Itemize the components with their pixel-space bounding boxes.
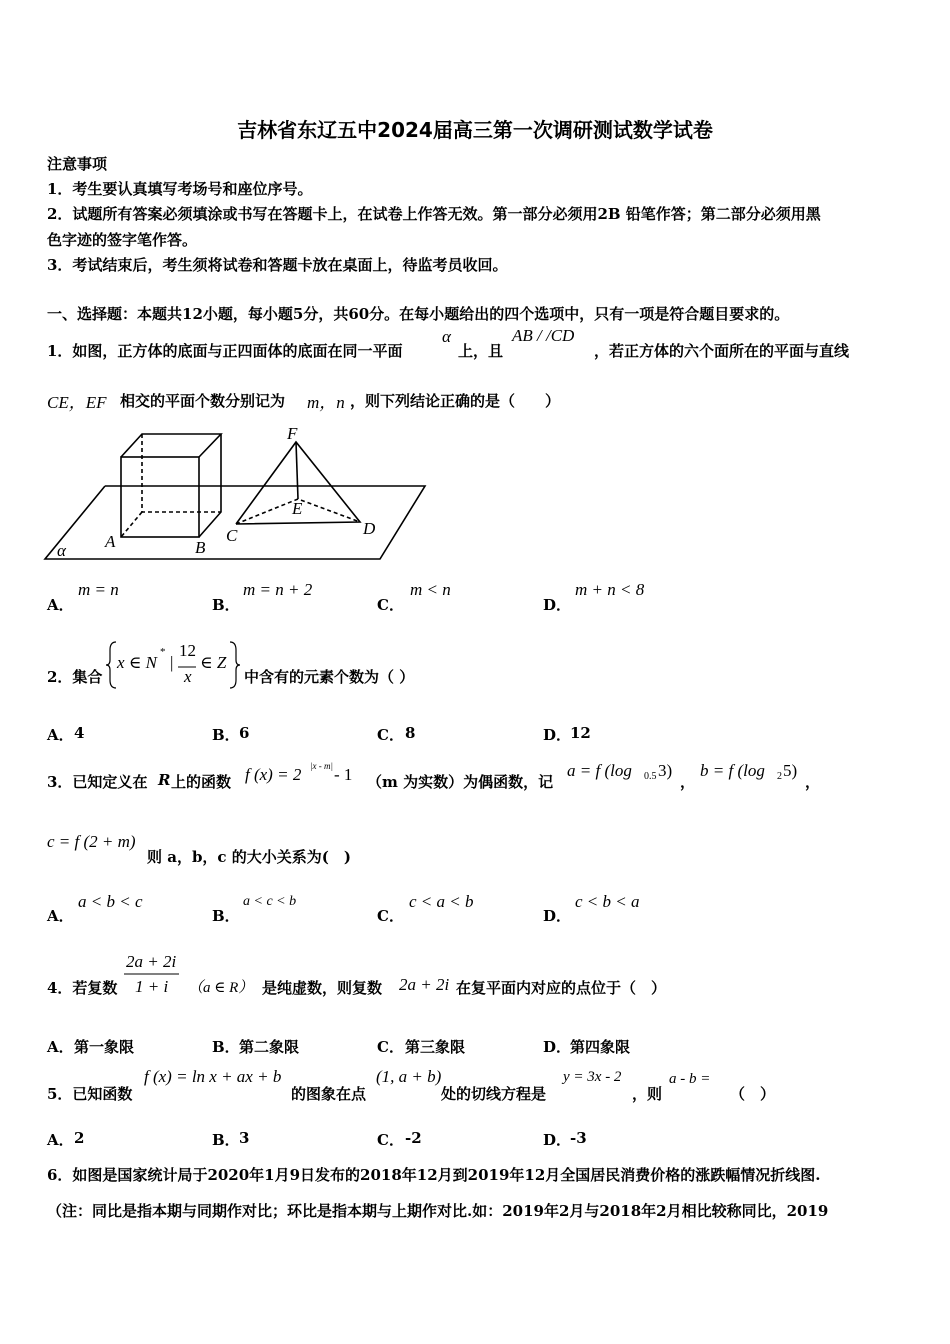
q4-text: 在复平面内对应的点位于（ ） <box>456 979 667 997</box>
q2-frac-den: x <box>184 667 192 686</box>
notice-item: 3．考试结束后，考生须将试卷和答题卡放在桌面上，待监考员收回。 <box>47 256 508 274</box>
q2-text: 2．集合 <box>47 668 103 686</box>
q3-text: （m 为实数）为偶函数，记 <box>367 773 554 791</box>
option-label: C． <box>377 726 404 744</box>
option-expr: c < b < a <box>575 892 640 911</box>
q3-b-sub: 2 <box>777 771 782 782</box>
option-expr: 2 <box>74 1129 85 1147</box>
label-B: B <box>195 538 206 557</box>
q3-func-exp: |x - m| <box>310 761 333 771</box>
label-C: C <box>226 526 238 545</box>
q2-frac-num: 12 <box>179 641 196 660</box>
label-A: A <box>105 532 116 551</box>
q3-text: 则 a，b，c 的大小关系为( ) <box>147 848 351 866</box>
q3-text: 3．已知定义在 <box>47 773 148 791</box>
q4-cond: （a ∈ R） <box>188 980 254 996</box>
option-label: A． <box>47 726 74 744</box>
option-expr: m = n + 2 <box>243 580 313 599</box>
q2-text: 中含有的元素个数为（ ） <box>244 668 415 686</box>
option-label: A． <box>47 1038 74 1056</box>
option-label: D． <box>543 907 572 925</box>
option-expr: 第二象限 <box>239 1038 300 1056</box>
q3-func: f (x) = 2 <box>245 765 302 784</box>
option-expr: -2 <box>405 1129 422 1147</box>
option-expr: a < c < b <box>243 894 297 909</box>
brace-right <box>230 642 240 688</box>
option-expr: 4 <box>74 724 85 742</box>
cube-hidden <box>121 512 142 537</box>
page-title: 吉林省东辽五中2024届高三第一次调研测试数学试卷 <box>237 118 713 142</box>
q3-R: R <box>158 771 171 789</box>
q5-text: （ ） <box>730 1085 776 1103</box>
q4-text: 4．若复数 <box>47 979 118 997</box>
q1-figure <box>40 420 440 565</box>
option-expr: c < a < b <box>409 892 474 911</box>
option-label: A． <box>47 907 74 925</box>
option-label: B． <box>212 907 240 925</box>
option-label: C． <box>377 596 404 614</box>
q1-text: 相交的平面个数分别记为 <box>120 392 286 410</box>
option-label: D． <box>543 1038 572 1056</box>
q4-frac-bar <box>124 973 180 976</box>
q5-func: f (x) = ln x + ax + b <box>144 1067 282 1086</box>
brace-left <box>106 642 116 688</box>
q1-text: ，则下列结论正确的是（ ） <box>350 392 561 410</box>
notice-item: 色字迹的签字笔作答。 <box>47 231 198 249</box>
q1-text: 上，且 <box>458 342 504 360</box>
option-expr: m = n <box>78 580 119 599</box>
q3-func-tail: - 1 <box>334 765 353 784</box>
notice-heading: 注意事项 <box>47 155 108 173</box>
q5-text: 的图象在点 <box>291 1085 367 1103</box>
section-heading: 一、选择题：本题共12小题，每小题5分，共60分。在每小题给出的四个选项中，只有一项是符合题目要求的。 <box>47 305 790 323</box>
q1-ab-cd: AB / /CD <box>512 326 575 345</box>
label-alpha: α <box>57 541 66 560</box>
option-label: C． <box>377 1038 404 1056</box>
q3-b-tail: 5) <box>783 761 798 780</box>
option-label: D． <box>543 726 572 744</box>
q1-text: ，若正方体的六个面所在的平面与直线 <box>594 342 850 360</box>
label-E: E <box>292 499 303 518</box>
option-expr: m + n < 8 <box>575 580 645 599</box>
option-label: A． <box>47 1131 74 1149</box>
q4-frac-num: 2a + 2i <box>126 952 177 971</box>
option-label: B． <box>212 596 240 614</box>
option-expr: 6 <box>239 724 250 742</box>
cube-top <box>121 434 221 457</box>
label-F: F <box>287 424 298 443</box>
tetra-edge-fe <box>296 442 298 499</box>
option-expr: 第四象限 <box>570 1038 631 1056</box>
notice-item: 2．试题所有答案必须填涂或书写在答题卡上，在试卷上作答无效。第一部分必须用2B 铅笔作答；第二部分必须用黑 <box>47 205 821 223</box>
option-label: D． <box>543 1131 572 1149</box>
option-expr: m < n <box>410 580 451 599</box>
q5-point: (1, a + b) <box>376 1067 442 1086</box>
q3-text: 上的函数 <box>171 773 232 791</box>
option-expr: -3 <box>570 1129 587 1147</box>
option-label: B． <box>212 1131 240 1149</box>
label-D: D <box>363 519 376 538</box>
q1-text: 1．如图，正方体的底面与正四面体的底面在同一平面 <box>47 342 403 360</box>
q5-text: 处的切线方程是 <box>441 1085 547 1103</box>
q3-a-tail: 3) <box>658 761 673 780</box>
q5-text: 5．已知函数 <box>47 1085 133 1103</box>
option-expr: 第三象限 <box>405 1038 466 1056</box>
option-label: B． <box>212 1038 240 1056</box>
option-label: D． <box>543 596 572 614</box>
q4-text: 是纯虚数，则复数 <box>262 979 383 997</box>
option-label: B． <box>212 726 240 744</box>
q1-mn: m，n <box>307 393 345 412</box>
option-expr: a < b < c <box>78 892 143 911</box>
q5-ab: a - b = <box>669 1071 711 1087</box>
q5-tangent: y = 3x - 2 <box>563 1069 622 1085</box>
q4-z: 2a + 2i <box>399 975 450 994</box>
q3-c-expr: c = f (2 + m) <box>47 832 136 851</box>
notice-item: 1．考生要认真填写考场号和座位序号。 <box>47 180 313 198</box>
option-expr: 第一象限 <box>74 1038 135 1056</box>
q1-ce-ef: CE，EF <box>47 393 107 412</box>
q2-bar: | <box>170 653 174 672</box>
q3-b-expr: b = f (log <box>700 761 765 780</box>
q3-a-expr: a = f (log <box>567 761 632 780</box>
q2-sup: * <box>160 646 166 658</box>
option-label: C． <box>377 1131 404 1149</box>
option-label: C． <box>377 907 404 925</box>
q3-comma: ， <box>805 773 821 791</box>
q6-text: 6．如图是国家统计局于2020年1月9日发布的2018年12月到2019年12月全国居民消费价格的涨跌幅情况折线图. <box>47 1166 821 1184</box>
q2-set-left: x ∈ N <box>117 653 157 672</box>
option-expr: 12 <box>570 724 591 742</box>
cube-front <box>121 457 199 537</box>
option-expr: 8 <box>405 724 416 742</box>
q1-alpha: α <box>442 327 451 346</box>
q3-comma: ， <box>680 773 696 791</box>
option-label: A． <box>47 596 74 614</box>
q6-text: （注：同比是指本期与同期作对比；环比是指本期与上期作对比.如：2019年2月与2018年2月相比较称同比，2019 <box>47 1202 829 1220</box>
option-expr: 3 <box>239 1129 250 1147</box>
q3-a-sub: 0.5 <box>644 771 657 782</box>
q4-frac-den: 1 + i <box>135 977 169 996</box>
q5-text: ，则 <box>632 1085 663 1103</box>
q2-set-right: ∈ Z <box>200 653 227 672</box>
